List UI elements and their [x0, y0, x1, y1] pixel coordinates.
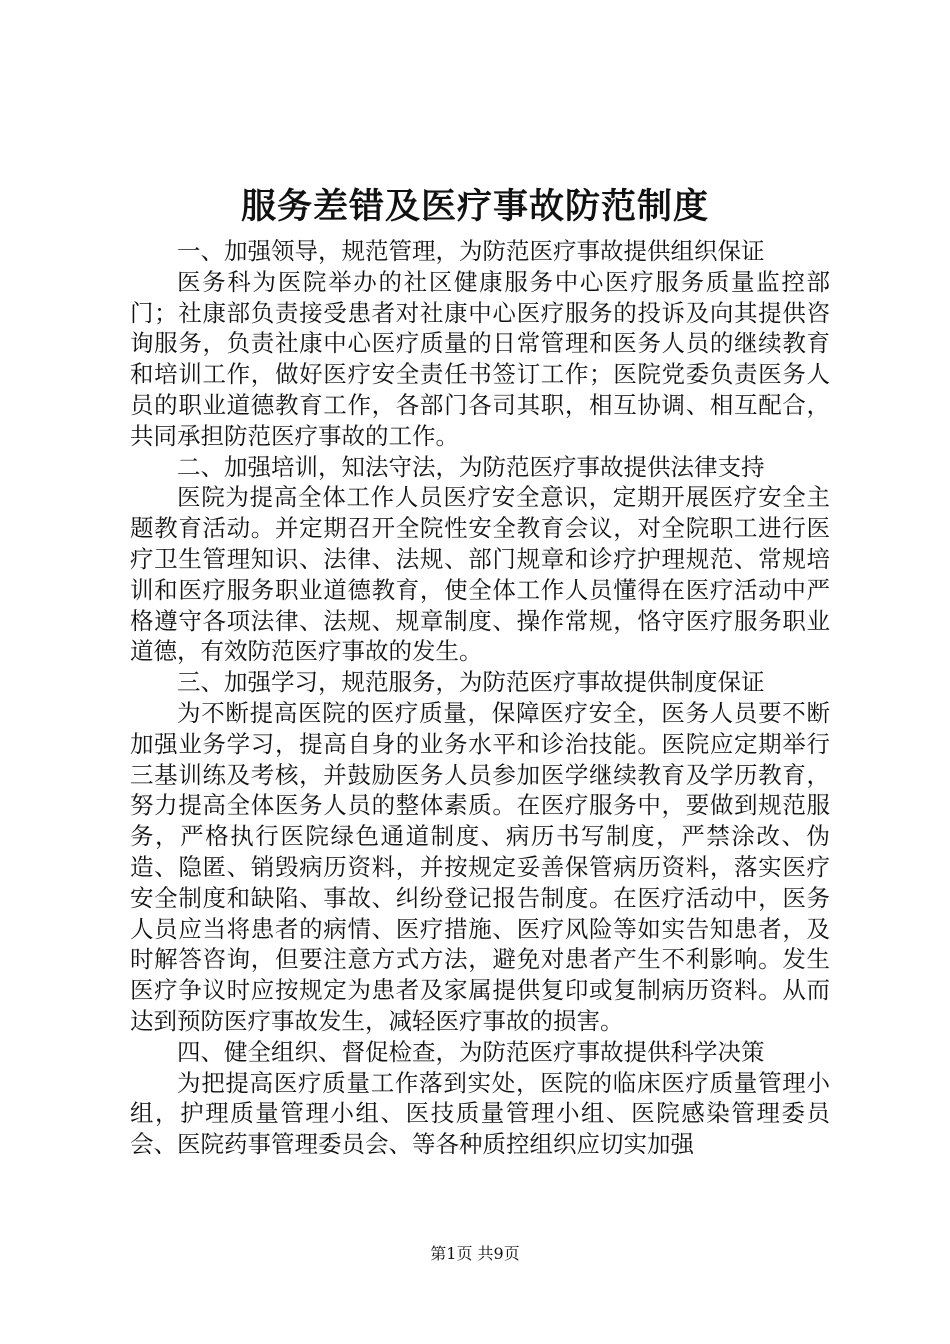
section-heading-4: 四、健全组织、督促检查，为防范医疗事故提供科学决策 [177, 1037, 765, 1066]
section-heading-2: 二、加强培训，知法守法，为防范医疗事故提供法律支持 [177, 452, 765, 481]
section-heading-3: 三、加强学习，规范服务，为防范医疗事故提供制度保证 [177, 668, 765, 697]
section-heading-1: 一、加强领导，规范管理，为防范医疗事故提供组织保证 [177, 237, 765, 265]
document-title: 服务差错及医疗事故防范制度 [240, 186, 709, 227]
paragraph: 医务科为医院举办的社区健康服务中心医疗服务质量监控部门；社康部负责接受患者对社康中心医疗服务的投诉及向其提供咨询服务，负责社康中心医疗质量的日常管理和医务人员的继续教育和培训工作，做好医疗安全责任书签订工作；医院党委负责医务人员的职业道德教育工作，各部门各司其职，相互协调、相互配合，共同承担防范医疗事故的工作。 [130, 267, 830, 450]
paragraph: 为不断提高医院的医疗质量，保障医疗安全，医务人员要不断加强业务学习，提高自身的业务水平和诊治技能。医院应定期举行三基训练及考核，并鼓励医务人员参加医学继续教育及学历教育，努力提高全体医务人员的整体素质。在医疗服务中，要做到规范服务，严格执行医院绿色通道制度、病历书写制度，严禁涂改、伪造、隐匿、销毁病历资料，并按规定妥善保管病历资料，落实医疗安全制度和缺陷、事故、纠纷登记报告制度。在医疗活动中，医务人员应当将患者的病情、医疗措施、医疗风险等如实告知患者，及时解答咨询，但要注意方式方法，避免对患者产生不利影响。发生医疗争议时应按规定为患者及家属提供复印或复制病历资料。从而达到预防医疗事故发生，减轻医疗事故的损害。 [130, 698, 830, 1035]
paragraph: 为把提高医疗质量工作落到实处，医院的临床医疗质量管理小组，护理质量管理小组、医技质量管理小组、医院感染管理委员会、医院药事管理委员会、等各种质控组织应切实加强 [130, 1068, 830, 1159]
document-body [130, 236, 830, 1160]
page-number-footer: 第1页 共9页 [430, 1244, 520, 1263]
paragraph: 医院为提高全体工作人员医疗安全意识，定期开展医疗安全主题教育活动。并定期召开全院性安全教育会议，对全院职工进行医疗卫生管理知识、法律、法规、部门规章和诊疗护理规范、常规培训和医疗服务职业道德教育，使全体工作人员懂得在医疗活动中严格遵守各项法律、法规、规章制度、操作常规，恪守医疗服务职业道德，有效防范医疗事故的发生。 [130, 483, 830, 666]
